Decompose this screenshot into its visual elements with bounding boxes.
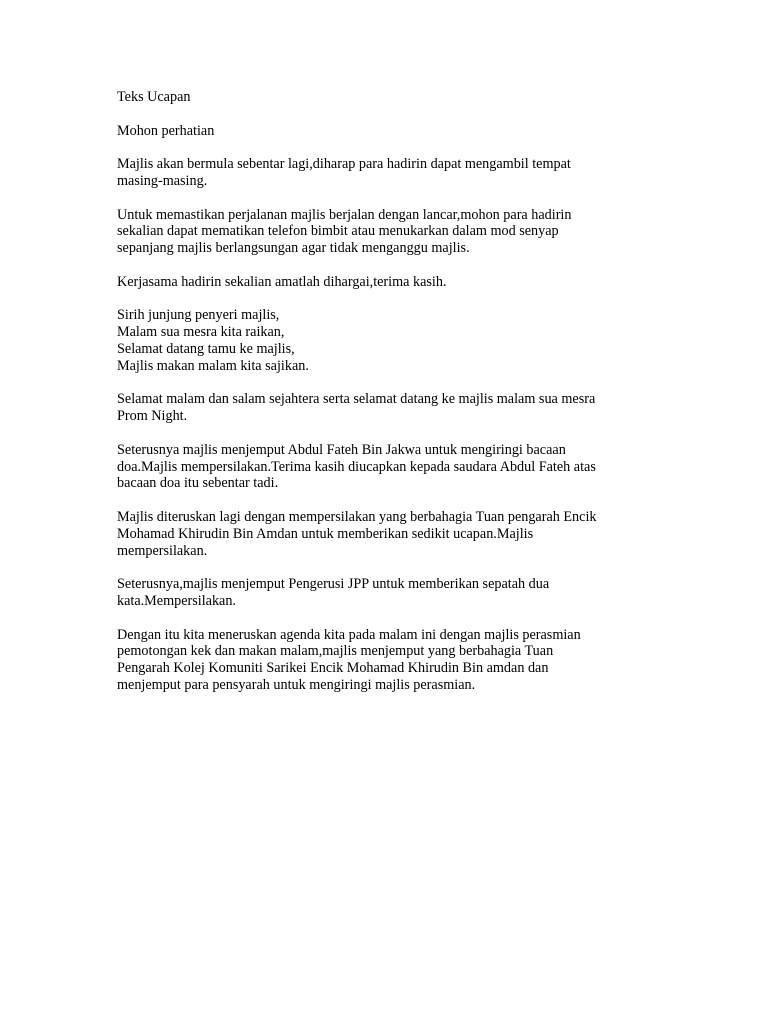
paragraph-line: Majlis akan bermula sebentar lagi,diharap para hadirin dapat mengambil tempat (117, 156, 571, 173)
paragraph-line: Seterusnya majlis menjemput Abdul Fateh Bin Jakwa untuk mengiringi bacaan (117, 441, 566, 458)
paragraph (117, 442, 657, 492)
paragraph-line: Selamat malam dan salam sejahtera serta selamat datang ke majlis malam sua mesra (117, 391, 596, 408)
paragraph (117, 391, 657, 425)
paragraph (117, 156, 657, 190)
paragraph (117, 509, 657, 559)
paragraph-line: Selamat datang tamu ke majlis, (117, 340, 295, 357)
paragraph-line: Mohon perhatian (117, 122, 215, 139)
paragraph-line: sekalian dapat mematikan telefon bimbit atau menukarkan dalam mod senyap (117, 223, 559, 240)
paragraph-line: sepanjang majlis berlangsungan agar tidak menganggu majlis. (117, 240, 470, 257)
paragraph-line: Prom Night. (117, 408, 188, 425)
paragraph-line: Majlis diteruskan lagi dengan mempersilakan yang berbahagia Tuan pengarah Encik (117, 508, 597, 525)
paragraph-list (117, 123, 657, 694)
paragraph (117, 627, 657, 694)
paragraph (117, 207, 657, 257)
paragraph-line: Mohamad Khirudin Bin Amdan untuk memberikan sedikit ucapan.Majlis (117, 525, 534, 542)
paragraph-line: Majlis makan malam kita sajikan. (117, 357, 309, 374)
paragraph-line: pemotongan kek dan makan malam,majlis menjemput yang berbahagia Tuan (117, 643, 554, 660)
paragraph (117, 274, 657, 291)
paragraph-line: Seterusnya,majlis menjemput Pengerusi JPP untuk memberikan sepatah dua (117, 576, 550, 593)
paragraph-line: Pengarah Kolej Komuniti Sarikei Encik Mohamad Khirudin Bin amdan dan (117, 660, 549, 677)
title-text: Teks Ucapan (117, 89, 191, 105)
paragraph (117, 307, 657, 374)
document-body (117, 89, 657, 710)
paragraph-line: kata.Mempersilakan. (117, 592, 236, 609)
paragraph-line: Untuk memastikan perjalanan majlis berjalan dengan lancar,mohon para hadirin (117, 206, 572, 223)
paragraph-line: masing-masing. (117, 172, 208, 189)
paragraph-line: Malam sua mesra kita raikan, (117, 324, 285, 341)
paragraph-line: Kerjasama hadirin sekalian amatlah dihargai,terima kasih. (117, 273, 447, 290)
document-title (117, 89, 657, 106)
paragraph-line: Sirih junjung penyeri majlis, (117, 307, 280, 324)
paragraph-line: Dengan itu kita meneruskan agenda kita pada malam ini dengan majlis perasmian (117, 626, 581, 643)
paragraph-line: bacaan doa itu sebentar tadi. (117, 475, 279, 492)
paragraph-line: doa.Majlis mempersilakan.Terima kasih diucapkan kepada saudara Abdul Fateh atas (117, 458, 596, 475)
paragraph-line: menjemput para pensyarah untuk mengiringi majlis perasmian. (117, 676, 476, 693)
paragraph (117, 123, 657, 140)
paragraph (117, 576, 657, 610)
paragraph-line: mempersilakan. (117, 542, 208, 559)
